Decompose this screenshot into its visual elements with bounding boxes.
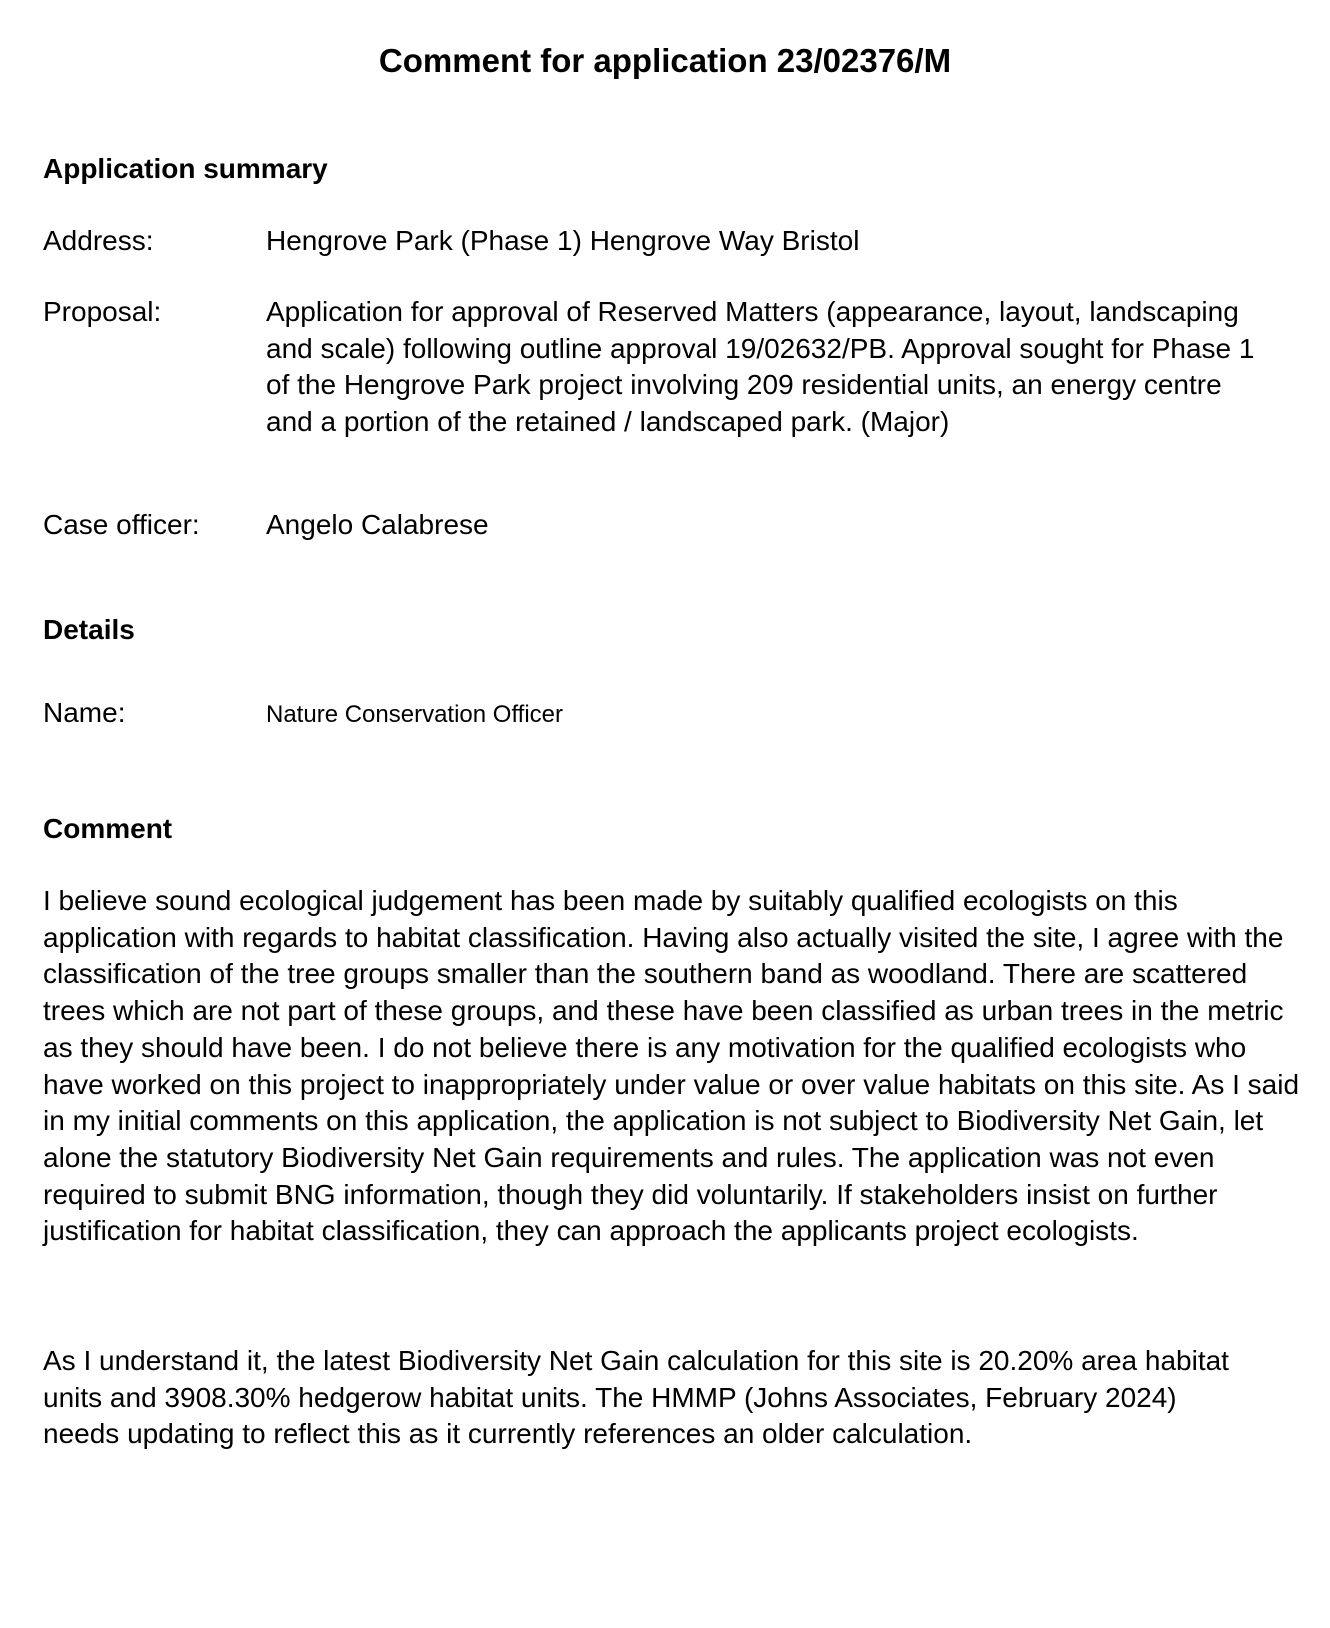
details-heading: Details <box>43 614 135 645</box>
case-officer-value: Angelo Calabrese <box>266 509 489 540</box>
comment-paragraph-2: As I understand it, the latest Biodiversity Net Gain calculation for this site is 20.20% area habitat units and 3908.30% hedgerow habitat units. The HMMP (Johns Associates, February 2024) needs updating to reflect this as it currently references an older calculation. <box>43 1345 1229 1450</box>
proposal-label: Proposal: <box>43 296 162 327</box>
address-label: Address: <box>43 225 154 256</box>
application-summary-heading: Application summary <box>43 153 328 184</box>
proposal-value: Application for approval of Reserved Matters (appearance, layout, landscaping and scale) following outline approval 19/02632/PB. Approval sought for Phase 1 of the Hengrove Park project involving 209 residential units, an energy centre and a portion of the retained / landscaped park. (Major) <box>266 296 1255 438</box>
comment-heading: Comment <box>43 813 173 844</box>
address-value: Hengrove Park (Phase 1) Hengrove Way Bristol <box>266 225 860 256</box>
name-label: Name: <box>43 697 126 728</box>
case-officer-label: Case officer: <box>43 509 200 540</box>
document-title: Comment for application 23/02376/M <box>378 42 952 79</box>
name-value: Nature Conservation Officer <box>266 701 564 728</box>
comment-paragraph-1: I believe sound ecological judgement has been made by suitably qualified ecologists on this application with regards to habitat classification. Having also actually visited the site, I agree with the classification of the tree groups smaller than the southern band as woodland. There are scattered trees which are not part of these groups, and these have been classified as urban trees in the metric as they should have been. I do not believe there is any motivation for the qualified ecologists who have worked on this project to inappropriately under value or over value habitats on this site. As I said in my initial comments on this application, the application is not subject to Biodiversity Net Gain, let alone the statutory Biodiversity Net Gain requirements and rules. The application was not even required to submit BNG information, though they did voluntarily. If stakeholders insist on further justification for habitat classification, they can approach the applicants project ecologists. <box>43 885 1300 1247</box>
